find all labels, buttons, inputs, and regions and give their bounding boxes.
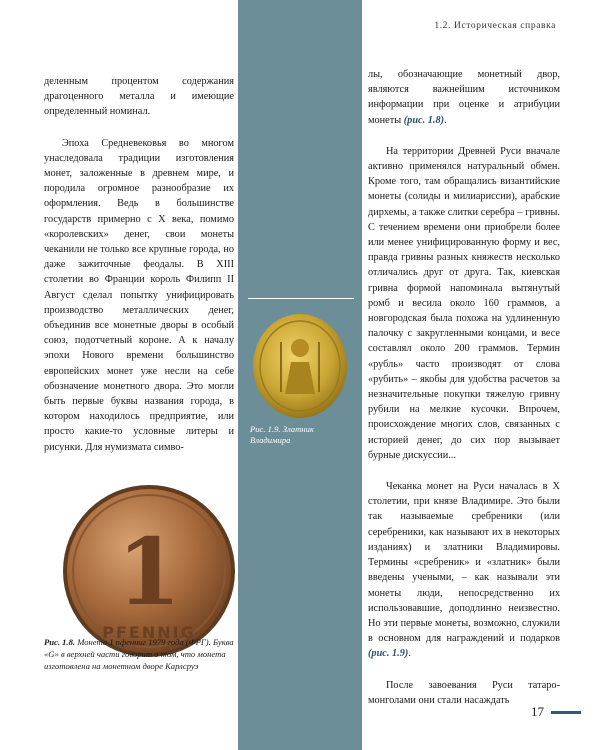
left-paragraph-2: Эпоха Средневековья во многом унаследовала традиции изготовления монет, заложенные в древнем мире, и породила огромное разнообразие их оформления. Ведь в большинстве государств примерно с X века, помимо «королевских» денег, свои монеты чеканили не только все крупные города, но даже зажиточные феодалы. В XIII столетии во Франции король Филипп II Август сделал попытку унифицировать производство металлических денег, объединив все монетные дворы в особый союз, подотчетный короне. А к началу эпохи Нового времени большинство европейских монет уже несли на себе обозначение монетного двора. Это могли быть первые буквы названия города, в котором находилось предприятие, или просто какие-то условные литеры и рисунки. Для нумизмата симво-: [44, 137, 234, 453]
band-divider-line: [248, 298, 354, 299]
right-paragraph-4: После завоевания Руси татаро-монголами они стали насаждать: [368, 679, 560, 706]
figure-1-8-caption: Рис. 1.8. Монета 1 пфенниг 1979 года (ФРГ). Буква «G» в верхней части говорит о том, что монета изготовлена на монетном дворе Карлсруэ: [44, 637, 234, 671]
pfennig-coin-image: [60, 482, 238, 660]
right-paragraph-3: Чеканка монет на Руси началась в X столетии, при князе Владимире. Это были так называемые сребреники (или серебреники, как называют их в некоторых изданиях) и златники Владимировы. Термины «сребреник» и «златник» были введены учеными, – как называли эти монеты люди, непосредственно их использовавшие, доподлинно неизвестно. Но эти первые монеты, возможно, служили в основном для награждений и подарков (рис. 1.9).: [368, 481, 560, 660]
figure-reference-1-8[interactable]: (рис. 1.8): [403, 114, 445, 126]
coin-numeral: 1: [116, 518, 182, 626]
coin-legend: PFENNIG: [102, 623, 196, 642]
figure-1-9-caption: Рис. 1.9. Златник Владимира: [250, 424, 314, 445]
left-text-column: [44, 74, 234, 455]
zlatnik-coin-image: [251, 312, 349, 420]
figure-reference-1-9[interactable]: (рис. 1.9): [368, 648, 409, 660]
left-paragraph-1: деленным процентом содержания драгоценного металла и имеющие определенный номинал.: [44, 76, 234, 118]
page-number-accent-bar: [551, 711, 581, 714]
running-head: 1.2. Историческая справка: [434, 21, 556, 31]
page-number: 17: [531, 704, 544, 719]
right-text-column: [368, 67, 560, 708]
right-paragraph-1: лы, обозначающие монетный двор, являются важнейшим источником информации при оценке и атрибуции монеты (рис. 1.8).: [368, 69, 560, 126]
right-paragraph-2: На территории Древней Руси вначале активно применялся натуральный обмен. Кроме того, там обращались византийские монеты (солиды и милиариссии), арабские дирхемы, а также слитки серебра – гривны. С течением времени они приобрели более или менее унифицированную форму и вес, правда гривны разных княжеств несколько отличались друг от друга. Так, киевская гривна формой напоминала вытянутый ромб и весила около 160 граммов, а новгородская была похожа на удлиненную палочку с закругленными концами, и весе составлял около 200 граммов. Термин «рубль» часто производят от слова «рубить» – якобы для удобства расчетов за незначительные покупки тяжелую гривну рубили на мелкие кусочки. Впрочем, происхождение многих слов, связанных с историей денег, до сих пор вызывает бурные дискуссии...: [368, 145, 560, 461]
